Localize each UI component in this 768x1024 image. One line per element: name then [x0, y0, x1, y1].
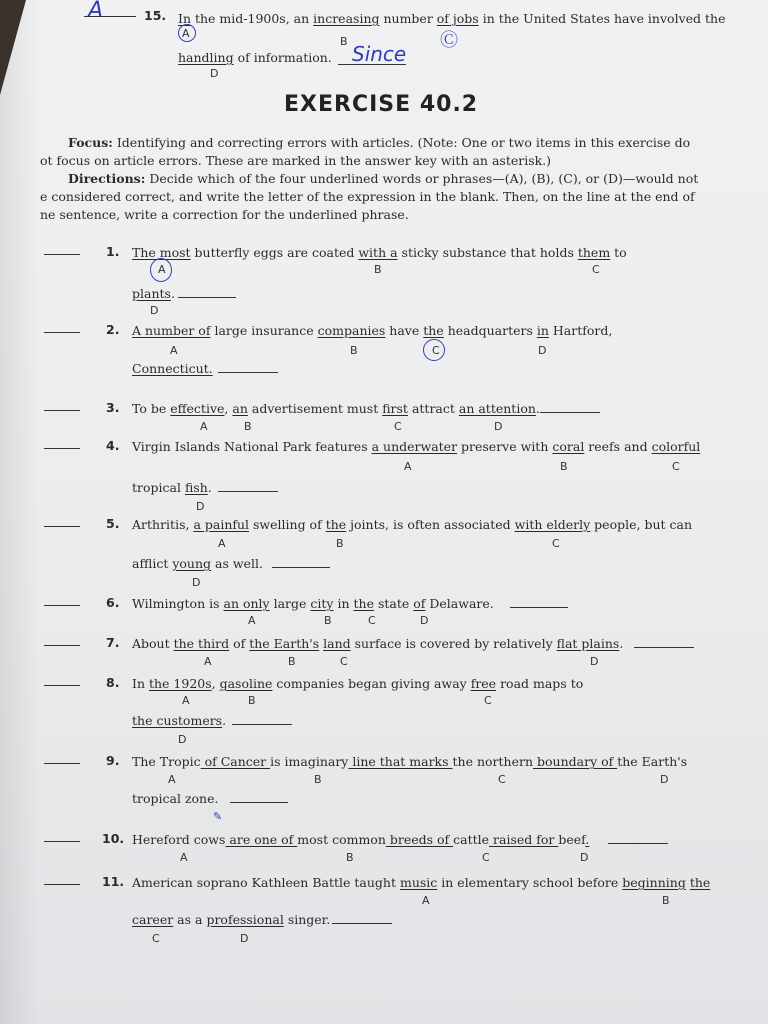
- item-line1: [132, 324, 612, 338]
- choice-letter: A: [248, 614, 256, 627]
- focus-line2: ot focus on article errors. These are marked in the answer key with an asterisk.): [40, 153, 552, 168]
- directions-label: Directions:: [68, 171, 146, 186]
- underlined-phrase: fish: [184, 480, 208, 495]
- item-number: 1.: [106, 244, 120, 259]
- item-text: In: [132, 676, 149, 691]
- answer-blank[interactable]: [44, 526, 80, 527]
- choice-letter: C: [394, 420, 402, 433]
- item-15-line2: [178, 51, 332, 65]
- underlined-phrase: city: [310, 596, 334, 611]
- item-text: Delaware.: [425, 596, 494, 611]
- directions-line2: e considered correct, and write the letter of the expression in the blank. Then, on the line at the end of: [40, 189, 695, 204]
- underlined-phrase: them: [577, 245, 611, 260]
- item-text: is imaginary: [270, 754, 349, 769]
- item-text: swelling of: [249, 517, 326, 532]
- choice-letter: D: [196, 500, 205, 513]
- correction-blank[interactable]: [272, 567, 330, 568]
- item-line1: [132, 402, 540, 416]
- choice-letter: B: [248, 694, 256, 707]
- choice-letter: C: [432, 344, 440, 357]
- answer-blank[interactable]: [44, 410, 80, 411]
- choice-letter: D: [590, 655, 599, 668]
- item-text: surface is covered by relatively: [350, 636, 557, 651]
- item-text: Hartford,: [548, 323, 613, 338]
- item-line1: [132, 677, 583, 691]
- choice-letter: C: [152, 932, 160, 945]
- item-text: ,: [224, 401, 233, 416]
- item-number: 10.: [102, 831, 125, 846]
- underlined-phrase: are one of: [225, 832, 298, 847]
- item-text: in: [333, 596, 354, 611]
- underlined-phrase: land: [323, 636, 351, 651]
- underlined-phrase: the Earth's: [249, 636, 320, 651]
- item-number: 2.: [106, 322, 120, 337]
- answer-blank[interactable]: [44, 254, 80, 255]
- underlined-phrase: boundary of: [533, 754, 618, 769]
- choice-letter: D: [192, 576, 201, 589]
- item-line1: [132, 440, 700, 454]
- item-text: in elementary school before: [437, 875, 623, 890]
- choice-letter: D: [420, 614, 429, 627]
- underlined-phrase: young: [172, 556, 212, 571]
- item-number: 11.: [102, 874, 125, 889]
- underlined-phrase: the third: [173, 636, 230, 651]
- item-15-part-a: In: [178, 11, 191, 26]
- item-text: preserve with: [457, 439, 553, 454]
- underlined-phrase: the: [325, 517, 347, 532]
- item-text: people, but can: [590, 517, 692, 532]
- choice-letter: B: [662, 894, 670, 907]
- item-15-line1: [178, 12, 725, 26]
- choice-letter: C: [592, 263, 600, 276]
- item-text: tropical zone.: [132, 791, 219, 806]
- choice-letter: D: [494, 420, 503, 433]
- item-text: Virgin Islands National Park features: [132, 439, 372, 454]
- choice-letter: B: [244, 420, 252, 433]
- exercise-title: EXERCISE 40.2: [284, 92, 479, 117]
- choice-letter: A: [218, 537, 226, 550]
- item-number: 6.: [106, 595, 120, 610]
- answer-blank-15[interactable]: [84, 16, 136, 17]
- underlined-phrase: flat plains: [556, 636, 620, 651]
- answer-blank[interactable]: [44, 841, 80, 842]
- underlined-phrase: the 1920s: [148, 676, 212, 691]
- answer-blank[interactable]: [44, 763, 80, 764]
- underlined-phrase: in: [536, 323, 549, 338]
- item-line2: [132, 714, 226, 728]
- underlined-phrase: an only: [223, 596, 270, 611]
- choice-letter: C: [552, 537, 560, 550]
- underlined-phrase: the: [353, 596, 374, 611]
- circled-a-item1: [150, 258, 172, 282]
- item-text: To be: [132, 401, 171, 416]
- item-text: .: [222, 713, 227, 728]
- underlined-phrase: .: [585, 832, 590, 847]
- underlined-phrase: free: [470, 676, 497, 691]
- scribble-c-15: Ⓒ: [440, 30, 458, 51]
- item-line1: [132, 637, 623, 651]
- choice-letter: D: [660, 773, 669, 786]
- item-text: American soprano Kathleen Battle taught: [132, 875, 400, 890]
- underlined-phrase: line that marks: [348, 754, 453, 769]
- letter-a-15: A: [182, 27, 190, 40]
- underlined-phrase: raised for: [489, 832, 559, 847]
- item-line2: [132, 557, 263, 571]
- item-line2: [132, 481, 212, 495]
- answer-blank[interactable]: [44, 884, 80, 885]
- choice-letter: B: [314, 773, 322, 786]
- directions-line1: [68, 169, 698, 189]
- choice-letter: A: [204, 655, 212, 668]
- underlined-phrase: the customers: [132, 713, 223, 728]
- item-text: afflict: [132, 556, 173, 571]
- choice-letter: D: [538, 344, 547, 357]
- item-text: tropical: [132, 480, 185, 495]
- item-text: road maps to: [496, 676, 584, 691]
- item-text: the northern: [452, 754, 534, 769]
- focus-line1: [68, 133, 690, 153]
- item-text: .: [535, 401, 540, 416]
- item-text: advertisement must: [247, 401, 383, 416]
- item-number: 4.: [106, 438, 120, 453]
- item-text: large insurance: [210, 323, 318, 338]
- item-text: headquarters: [443, 323, 537, 338]
- item-line1: [132, 833, 589, 847]
- underlined-phrase: an: [232, 401, 248, 416]
- underlined-phrase: gasoline: [219, 676, 273, 691]
- underlined-phrase: a underwater: [371, 439, 458, 454]
- choice-letter: B: [346, 851, 354, 864]
- circled-c-item2: [423, 339, 445, 361]
- answer-blank[interactable]: [44, 448, 80, 449]
- choice-letter: C: [340, 655, 348, 668]
- item-line2: [132, 287, 175, 301]
- item-text: reefs and: [584, 439, 652, 454]
- item-number: 8.: [106, 675, 120, 690]
- item-line2: [132, 913, 330, 927]
- underlined-phrase: the: [423, 323, 444, 338]
- underlined-phrase: professional: [206, 912, 284, 927]
- item-text: as well.: [211, 556, 263, 571]
- choice-letter: B: [336, 537, 344, 550]
- choice-letter: A: [404, 460, 412, 473]
- choice-letter: A: [180, 851, 188, 864]
- item-text: sticky substance that holds: [397, 245, 578, 260]
- item-15-part-c: of jobs: [436, 11, 479, 26]
- underlined-phrase: Connecticut.: [132, 361, 213, 376]
- item-line1: [132, 597, 494, 611]
- underlined-phrase: of Cancer: [200, 754, 271, 769]
- correction-blank[interactable]: [634, 647, 694, 648]
- choice-letter: B: [560, 460, 568, 473]
- item-text: attract: [407, 401, 459, 416]
- item-text: Hereford cows: [132, 832, 226, 847]
- item-text: to: [610, 245, 627, 260]
- background-corner: [0, 0, 26, 95]
- underlined-phrase: plants: [132, 286, 171, 301]
- item-text: Wilmington is: [132, 596, 224, 611]
- item-text: companies began giving away: [272, 676, 471, 691]
- choice-letter: B: [288, 655, 296, 668]
- choice-letter: D: [150, 304, 159, 317]
- item-text: About: [132, 636, 174, 651]
- underlined-phrase: with elderly: [514, 517, 591, 532]
- letter-d-15: D: [210, 67, 219, 80]
- item-15-part-b: increasing: [313, 11, 380, 26]
- underlined-phrase: The most: [132, 245, 191, 260]
- answer-blank[interactable]: [44, 332, 80, 333]
- item-line1: [132, 876, 710, 890]
- underlined-phrase: A number of: [132, 323, 211, 338]
- underlined-phrase: with a: [358, 245, 398, 260]
- choice-letter: A: [182, 694, 190, 707]
- choice-letter: D: [580, 851, 589, 864]
- underlined-phrase: career: [132, 912, 174, 927]
- item-15-text: in the United States have involved the: [478, 11, 726, 26]
- underlined-phrase: of: [413, 596, 426, 611]
- underlined-phrase: the: [689, 875, 711, 890]
- correction-blank[interactable]: [230, 802, 288, 803]
- handwritten-correction-15: Since: [352, 42, 407, 66]
- item-line1: [132, 246, 627, 260]
- choice-letter: B: [324, 614, 332, 627]
- item-line2: [132, 792, 218, 806]
- underlined-phrase: a painful: [193, 517, 250, 532]
- item-text: cattle: [453, 832, 490, 847]
- ink-mark-10: ✎: [213, 810, 223, 823]
- choice-letter: B: [374, 263, 382, 276]
- choice-letter: B: [350, 344, 358, 357]
- choice-letter: C: [672, 460, 680, 473]
- item-text: butterfly eggs are coated: [190, 245, 359, 260]
- underlined-phrase: beginning: [622, 875, 686, 890]
- item-number: 7.: [106, 635, 120, 650]
- item-text: singer.: [283, 912, 331, 927]
- correction-blank[interactable]: [232, 724, 292, 725]
- item-15-text: the mid-1900s, an: [191, 11, 314, 26]
- correction-blank[interactable]: [218, 491, 278, 492]
- choice-letter: D: [240, 932, 249, 945]
- underlined-phrase: coral: [552, 439, 585, 454]
- handwritten-answer-15: A: [88, 0, 104, 23]
- item-text: the Earth's: [617, 754, 688, 769]
- item-text: .: [619, 636, 624, 651]
- choice-letter: A: [158, 263, 166, 276]
- item-text: ,: [211, 676, 220, 691]
- item-text: The Tropic: [132, 754, 201, 769]
- item-text: joints, is often associated: [346, 517, 515, 532]
- item-text: Arthritis,: [132, 517, 194, 532]
- choice-letter: C: [484, 694, 492, 707]
- directions-line3: ne sentence, write a correction for the underlined phrase.: [40, 207, 409, 222]
- item-text: .: [207, 480, 212, 495]
- choice-letter: C: [368, 614, 376, 627]
- item-text: .: [170, 286, 175, 301]
- item-15-text: of information.: [233, 50, 332, 65]
- underlined-phrase: an attention: [458, 401, 536, 416]
- page-shadow: [0, 0, 40, 1024]
- item-text: state: [373, 596, 414, 611]
- item-text: most common: [297, 832, 386, 847]
- focus-label: Focus:: [68, 135, 113, 150]
- correction-blank[interactable]: [540, 412, 600, 413]
- underlined-phrase: breeds of: [385, 832, 454, 847]
- item-text: of: [229, 636, 250, 651]
- correction-blank[interactable]: [332, 923, 392, 924]
- choice-letter: A: [422, 894, 430, 907]
- item-text: beef: [558, 832, 586, 847]
- item-text: large: [269, 596, 311, 611]
- item-line2: [132, 362, 213, 376]
- choice-letter: A: [168, 773, 176, 786]
- choice-letter: C: [498, 773, 506, 786]
- item-number-15: 15.: [144, 8, 167, 23]
- letter-b-15: B: [340, 35, 348, 48]
- correction-blank[interactable]: [178, 297, 236, 298]
- correction-blank[interactable]: [510, 607, 568, 608]
- choice-letter: A: [200, 420, 208, 433]
- underlined-phrase: effective: [170, 401, 225, 416]
- item-15-part-d: handling: [178, 50, 234, 65]
- correction-blank[interactable]: [608, 843, 668, 844]
- item-line1: [132, 755, 687, 769]
- item-15-text: number: [379, 11, 437, 26]
- underlined-phrase: colorful: [651, 439, 701, 454]
- item-number: 5.: [106, 516, 120, 531]
- underlined-phrase: companies: [317, 323, 386, 338]
- directions-text: Decide which of the four underlined words or phrases—(A), (B), (C), or (D)—would not: [145, 171, 699, 186]
- choice-letter: A: [170, 344, 178, 357]
- item-line1: [132, 518, 692, 532]
- item-number: 9.: [106, 753, 120, 768]
- item-number: 3.: [106, 400, 120, 415]
- item-text: have: [385, 323, 424, 338]
- correction-blank[interactable]: [218, 372, 278, 373]
- answer-blank[interactable]: [44, 645, 80, 646]
- focus-text: Identifying and correcting errors with articles. (Note: One or two items in this exercise do: [112, 135, 691, 150]
- item-text: as a: [173, 912, 207, 927]
- choice-letter: C: [482, 851, 490, 864]
- choice-letter: D: [178, 733, 187, 746]
- underlined-phrase: music: [399, 875, 438, 890]
- answer-blank[interactable]: [44, 685, 80, 686]
- underlined-phrase: first: [382, 401, 408, 416]
- answer-blank[interactable]: [44, 605, 80, 606]
